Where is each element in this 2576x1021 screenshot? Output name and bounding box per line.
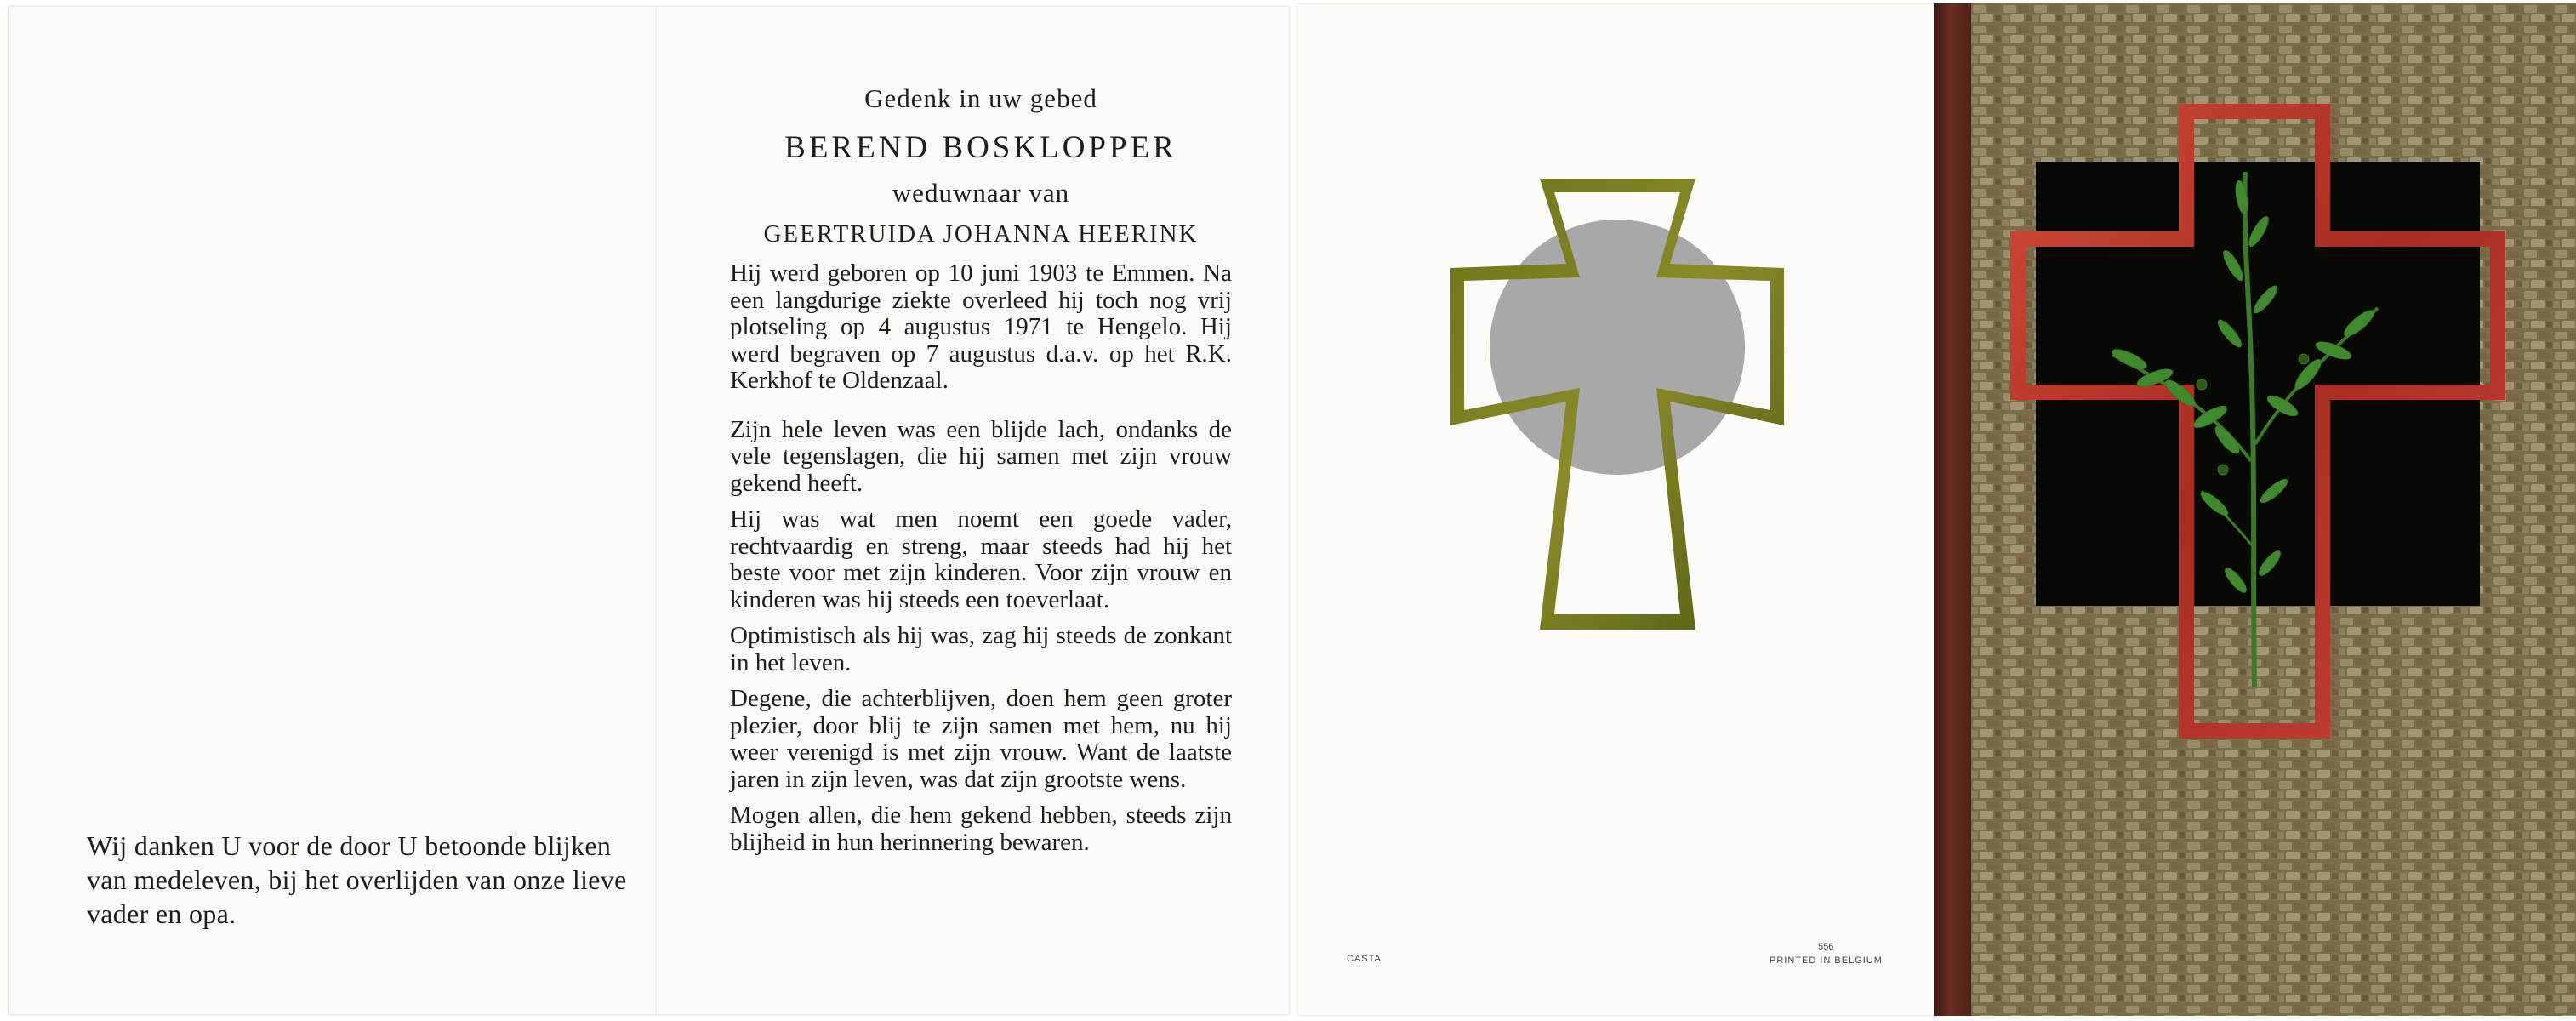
memorial-announcement	[730, 83, 1232, 856]
red-cross-outline	[2010, 104, 2505, 739]
deceased-name: BEREND BOSKLOPPER	[784, 130, 1177, 165]
cover-spine	[1934, 3, 1971, 1016]
memorial-paragraph: Degene, die achterblijven, doen hem geen groter plezier, door blij te zijn samen met hem, nu hij weer verenigd is met zijn vrouw. Want de laatste jaren in zijn leven, was dat zijn grootste wens.	[730, 685, 1232, 793]
intro-line: Gedenk in uw gebed	[864, 83, 1097, 113]
memorial-paragraph: Optimistisch als hij was, zag hij steeds de zonkant in het leven.	[730, 622, 1232, 676]
spouse-name: GEERTRUIDA JOHANNA HEERINK	[763, 220, 1199, 248]
cross-with-olive-branch-icon	[2010, 104, 2505, 739]
card-inside-left-sheet	[9, 7, 1289, 1014]
relation-line: weduwnaar van	[892, 178, 1070, 208]
card-middle-page	[1297, 4, 1934, 1015]
fold-line	[655, 7, 657, 1014]
memorial-paragraph: Zijn hele leven was een blijde lach, ondanks de vele tegenslagen, die hij samen met zijn vrouw gekend heeft.	[730, 415, 1232, 497]
memorial-paragraph: Hij was wat men noemt een goede vader, rechtvaardig en streng, maar steeds had hij het beste voor met zijn kinderen. Voor zijn vrouw en kinderen was hij steeds een toeverlaat.	[730, 505, 1232, 613]
biography-paragraph: Hij werd geboren op 10 juni 1903 te Emmen. Na een langdurige ziekte overleed hij toch nog vrij plotseling op 4 augustus 1971 te Hengelo. Hij werd begraven op 7 augustus d.a.v. op het R.K. Kerkhof te Oldenzaal.	[730, 260, 1232, 394]
printed-in-label: PRINTED IN BELGIUM	[1770, 955, 1883, 966]
cross-icon	[1450, 179, 1784, 630]
memorial-paragraph: Mogen allen, die hem gekend hebben, steeds zijn blijheid in hun herinnering bewaren.	[730, 801, 1232, 856]
gray-disc	[1490, 220, 1745, 475]
print-code: 556	[1818, 942, 1834, 952]
thanks-text: Wij danken U voor de door U betoonde blijken van medeleven, bij het overlijden van onze lieve vader en opa.	[87, 830, 627, 929]
publisher-imprint: CASTA	[1347, 954, 1382, 964]
card-cover	[1934, 3, 2576, 1016]
olive-branch	[2110, 172, 2378, 687]
